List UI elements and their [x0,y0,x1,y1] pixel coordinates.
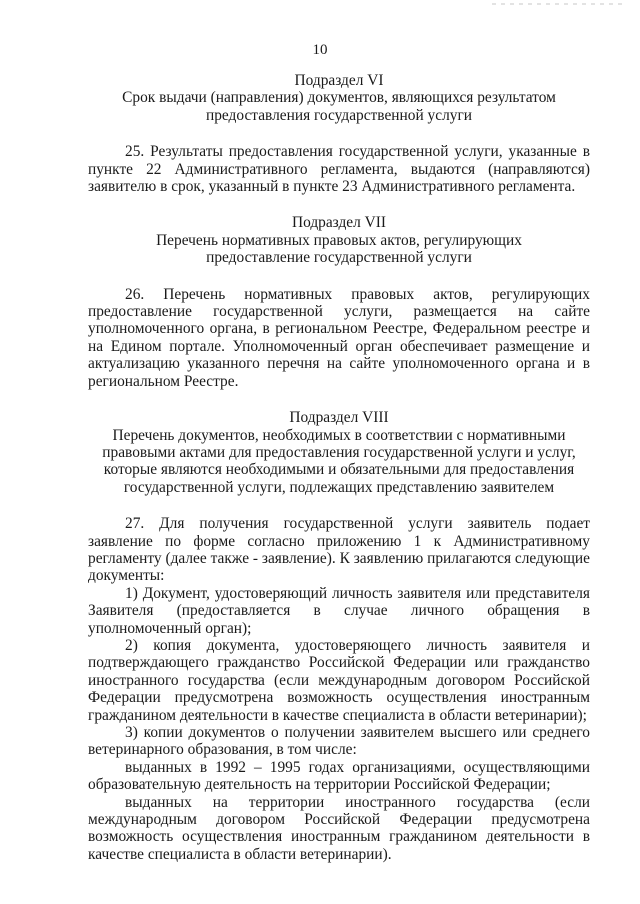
section-title: Подраздел VIII [289,409,389,427]
list-subitem-1992-1995: выданных в 1992 – 1995 годах организациями, осуществляющими образовательную деятельность на территории Российской Федерации; [88,758,590,794]
section-subtitle-line: которые являются необходимыми и обязательными для предоставления [103,461,575,479]
section-subtitle-line: Срок выдачи (направления) документов, являющихся результатом [122,89,556,107]
list-item-1: 1) Документ, удостоверяющий личность заявителя или представителя Заявителя (предоставляется в случае личного обращения в уполномоченный орган); [88,584,590,637]
list-subitem-foreign: выданных на территории иностранного государства (если международным договором Российской Федерации предусмотрена возможность осуществления иностранным гражданином деятельности в качестве специалиста в области ветеринарии). [88,793,590,863]
section-title: Подраздел VI [294,72,384,89]
paragraph-27: 27. Для получения государственной услуги заявитель подает заявление по форме согласно приложению 1 к Административному регламенту (далее также - заявление). К заявлению прилагаются следующие документы: [88,515,590,585]
section-heading-viii [88,409,590,496]
list-item-3: 3) копии документов о получении заявителем высшего или среднего ветеринарного образования, в том числе: [88,724,590,759]
section-subtitle-line: предоставление государственной услуги [206,249,472,267]
section-subtitle-line: государственной услуги, подлежащих представлению заявителем [123,478,555,496]
page-number: 10 [312,42,328,58]
section-title: Подраздел VII [291,214,387,232]
section-subtitle-line: предоставления государственной услуги [205,106,472,124]
section-subtitle-line: Перечень документов, необходимых в соответствии с нормативными [112,426,566,444]
section-heading-vii [88,214,590,266]
paragraph-26: 26. Перечень нормативных правовых актов, регулирующих предоставление государственной услуги, размещается на сайте уполномоченного органа, в региональном Реестре, Федеральном реестре и на Едином портале. Уполномоченный орган обеспечивает размещение и актуализацию указанного перечня на сайте уполномоченного органа и в региональном Реестре. [88,285,590,390]
section-subtitle-line: правовыми актами для предоставления государственной услуги и услуг, [102,443,576,461]
document-body [88,72,590,863]
section-subtitle-line: Перечень нормативных правовых актов, регулирующих [156,231,522,249]
paragraph-25: 25. Результаты предоставления государственной услуги, указанные в пункте 22 Административного регламента, выдаются (направляются) заявителю в срок, указанный в пункте 23 Административного регламента. [88,143,590,196]
list-item-2: 2) копия документа, удостоверяющего личность заявителя и подтверждающего гражданство Российской Федерации или гражданство иностранного государства (если международным договором Российской Федерации предусмотрена возможность осуществления иностранным гражданином деятельности в качестве специалиста в области ветеринарии); [88,636,590,724]
scan-artifact [492,3,622,5]
section-heading-vi [88,72,590,124]
